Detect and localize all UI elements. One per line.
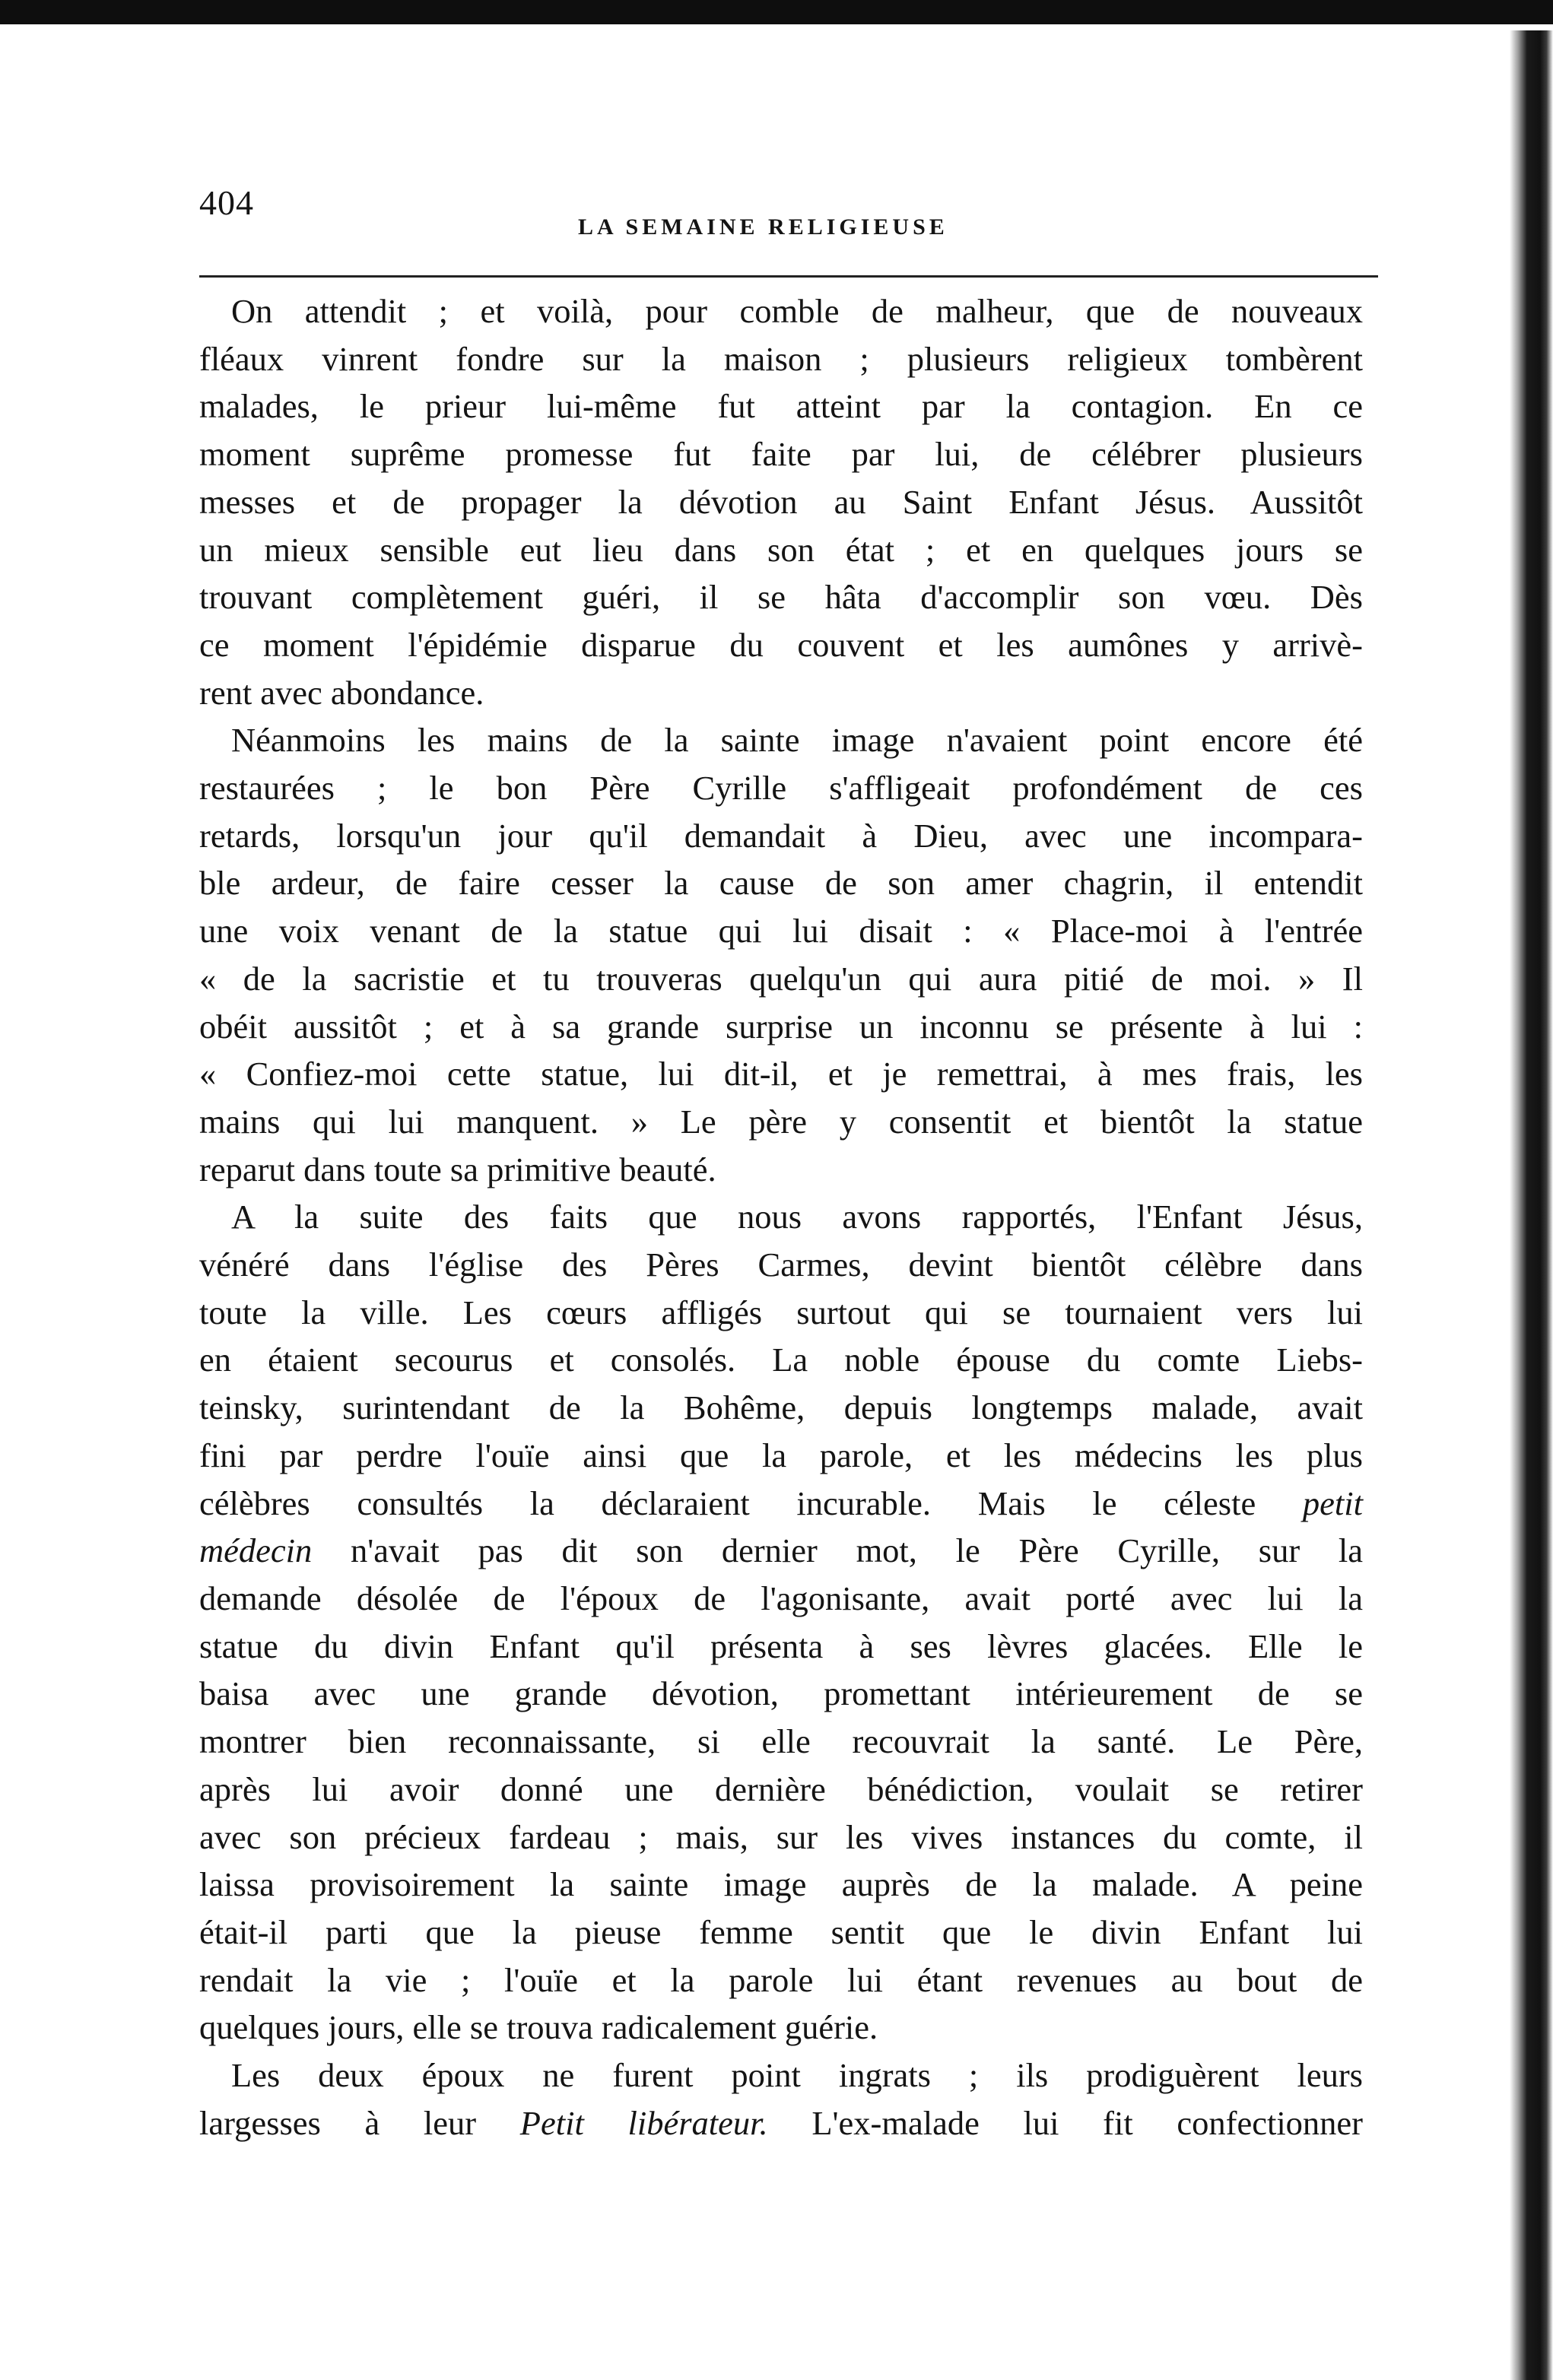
text-line: retards, lorsqu'un jour qu'il demandait à Dieu, avec une incompara- (199, 816, 1363, 855)
text-line: malades, le prieur lui-même fut atteint par la contagion. En ce (199, 387, 1363, 426)
paragraph-3 (199, 1193, 1363, 2004)
text-line: messes et de propager la dévotion au Saint Enfant Jésus. Aussitôt (199, 482, 1363, 521)
text-line: trouvant complètement guéri, il se hâta d'accomplir son vœu. Dès (199, 578, 1363, 617)
text-line: mains qui lui manquent. » Le père y consentit et bientôt la statue (199, 1102, 1363, 1141)
text-line: vénéré dans l'église des Pères Carmes, devint bientôt célèbre dans (199, 1246, 1363, 1284)
text-segment: largesses à leur (199, 2103, 477, 2142)
text-line: reparut dans toute sa primitive beauté. (199, 1150, 716, 1188)
text-line-with-italic (199, 1480, 1363, 1528)
text-line: ble ardeur, de faire cesser la cause de son amer chagrin, il entendit (199, 864, 1363, 903)
running-head: LA SEMAINE RELIGIEUSE (578, 214, 948, 240)
text-line: Néanmoins les mains de la sainte image n'avaient point encore été (231, 721, 1363, 760)
text-line: rendait la vie ; l'ouïe et la parole lui étant revenues au bout de (199, 1960, 1363, 1999)
text-line: moment suprême promesse fut faite par lui, de célébrer plusieurs (199, 435, 1363, 474)
italic-text: Petit libérateur. (519, 2103, 768, 2142)
text-line: quelques jours, elle se trouva radicalement guérie. (199, 2008, 878, 2047)
header-rule (199, 275, 1378, 278)
text-line-with-italic (199, 2099, 1363, 2147)
text-line: après lui avoir donné une dernière bénédiction, voulait se retirer (199, 1769, 1363, 1808)
text-line: Les deux époux ne furent point ingrats ; ils prodiguèrent leurs (231, 2056, 1363, 2095)
text-line: « Confiez-moi cette statue, lui dit-il, et je remettrai, à mes frais, les (199, 1055, 1363, 1093)
body-text (199, 287, 1363, 2147)
text-line: demande désolée de l'époux de l'agonisante, avait porté avec lui la (199, 1579, 1363, 1617)
text-line: fini par perdre l'ouïe ainsi que la parole, et les médecins les plus (199, 1436, 1363, 1474)
text-line: A la suite des faits que nous avons rapportés, l'Enfant Jésus, (231, 1198, 1363, 1236)
paragraph-3-end (199, 2004, 1363, 2052)
text-line: fléaux vinrent fondre sur la maison ; plusieurs religieux tombèrent (199, 339, 1363, 378)
text-line: avec son précieux fardeau ; mais, sur les vives instances du comte, il (199, 1817, 1363, 1856)
text-line: était-il parti que la pieuse femme sentit que le divin Enfant lui (199, 1912, 1363, 1951)
scan-top-border (0, 0, 1553, 24)
text-line: un mieux sensible eut lieu dans son état ; et en quelques jours se (199, 530, 1363, 569)
paragraph-1 (199, 287, 1363, 669)
text-line: montrer bien reconnaissante, si elle recouvrait la santé. Le Père, (199, 1722, 1363, 1761)
text-line: On attendit ; et voilà, pour comble de malheur, que de nouveaux (231, 292, 1363, 330)
text-line: laissa provisoirement la sainte image auprès de la malade. A peine (199, 1865, 1363, 1904)
text-line: obéit aussitôt ; et à sa grande surprise un inconnu se présente à lui : (199, 1007, 1363, 1046)
paragraph-2 (199, 716, 1363, 1145)
paragraph-1-end (199, 669, 1363, 717)
text-line: ce moment l'épidémie disparue du couvent et les aumônes y arrivè- (199, 625, 1363, 664)
text-line: baisa avec une grande dévotion, promettant intérieurement de se (199, 1674, 1363, 1713)
italic-text: médecin (199, 1531, 313, 1570)
text-line: restaurées ; le bon Père Cyrille s'affligeait profondément de ces (199, 769, 1363, 808)
text-line-with-italic (199, 1527, 1363, 1575)
text-segment: L'ex-malade lui fit confectionner (811, 2103, 1363, 2142)
text-line: rent avec abondance. (199, 673, 484, 712)
text-line: toute la ville. Les cœurs affligés surtout qui se tournaient vers lui (199, 1293, 1363, 1331)
text-line: une voix venant de la statue qui lui disait : « Place-moi à l'entrée (199, 912, 1363, 950)
page-number: 404 (199, 183, 254, 222)
paragraph-2-end (199, 1146, 1363, 1194)
paragraph-4 (199, 2052, 1363, 2147)
scan-page-edge (1510, 30, 1553, 2380)
text-line: « de la sacristie et tu trouveras quelqu'un qui aura pitié de moi. » Il (199, 959, 1363, 998)
italic-text: petit (1302, 1484, 1364, 1522)
text-line: teinsky, surintendant de la Bohême, depuis longtemps malade, avait (199, 1388, 1363, 1427)
text-line: en étaient secourus et consolés. La noble épouse du comte Liebs- (199, 1341, 1363, 1379)
text-line: statue du divin Enfant qu'il présenta à ses lèvres glacées. Elle le (199, 1626, 1363, 1665)
text-segment: n'avait pas dit son dernier mot, le Père Cyrille, sur la (351, 1531, 1364, 1570)
text-segment: célèbres consultés la déclaraient incurable. Mais le céleste (199, 1484, 1256, 1522)
